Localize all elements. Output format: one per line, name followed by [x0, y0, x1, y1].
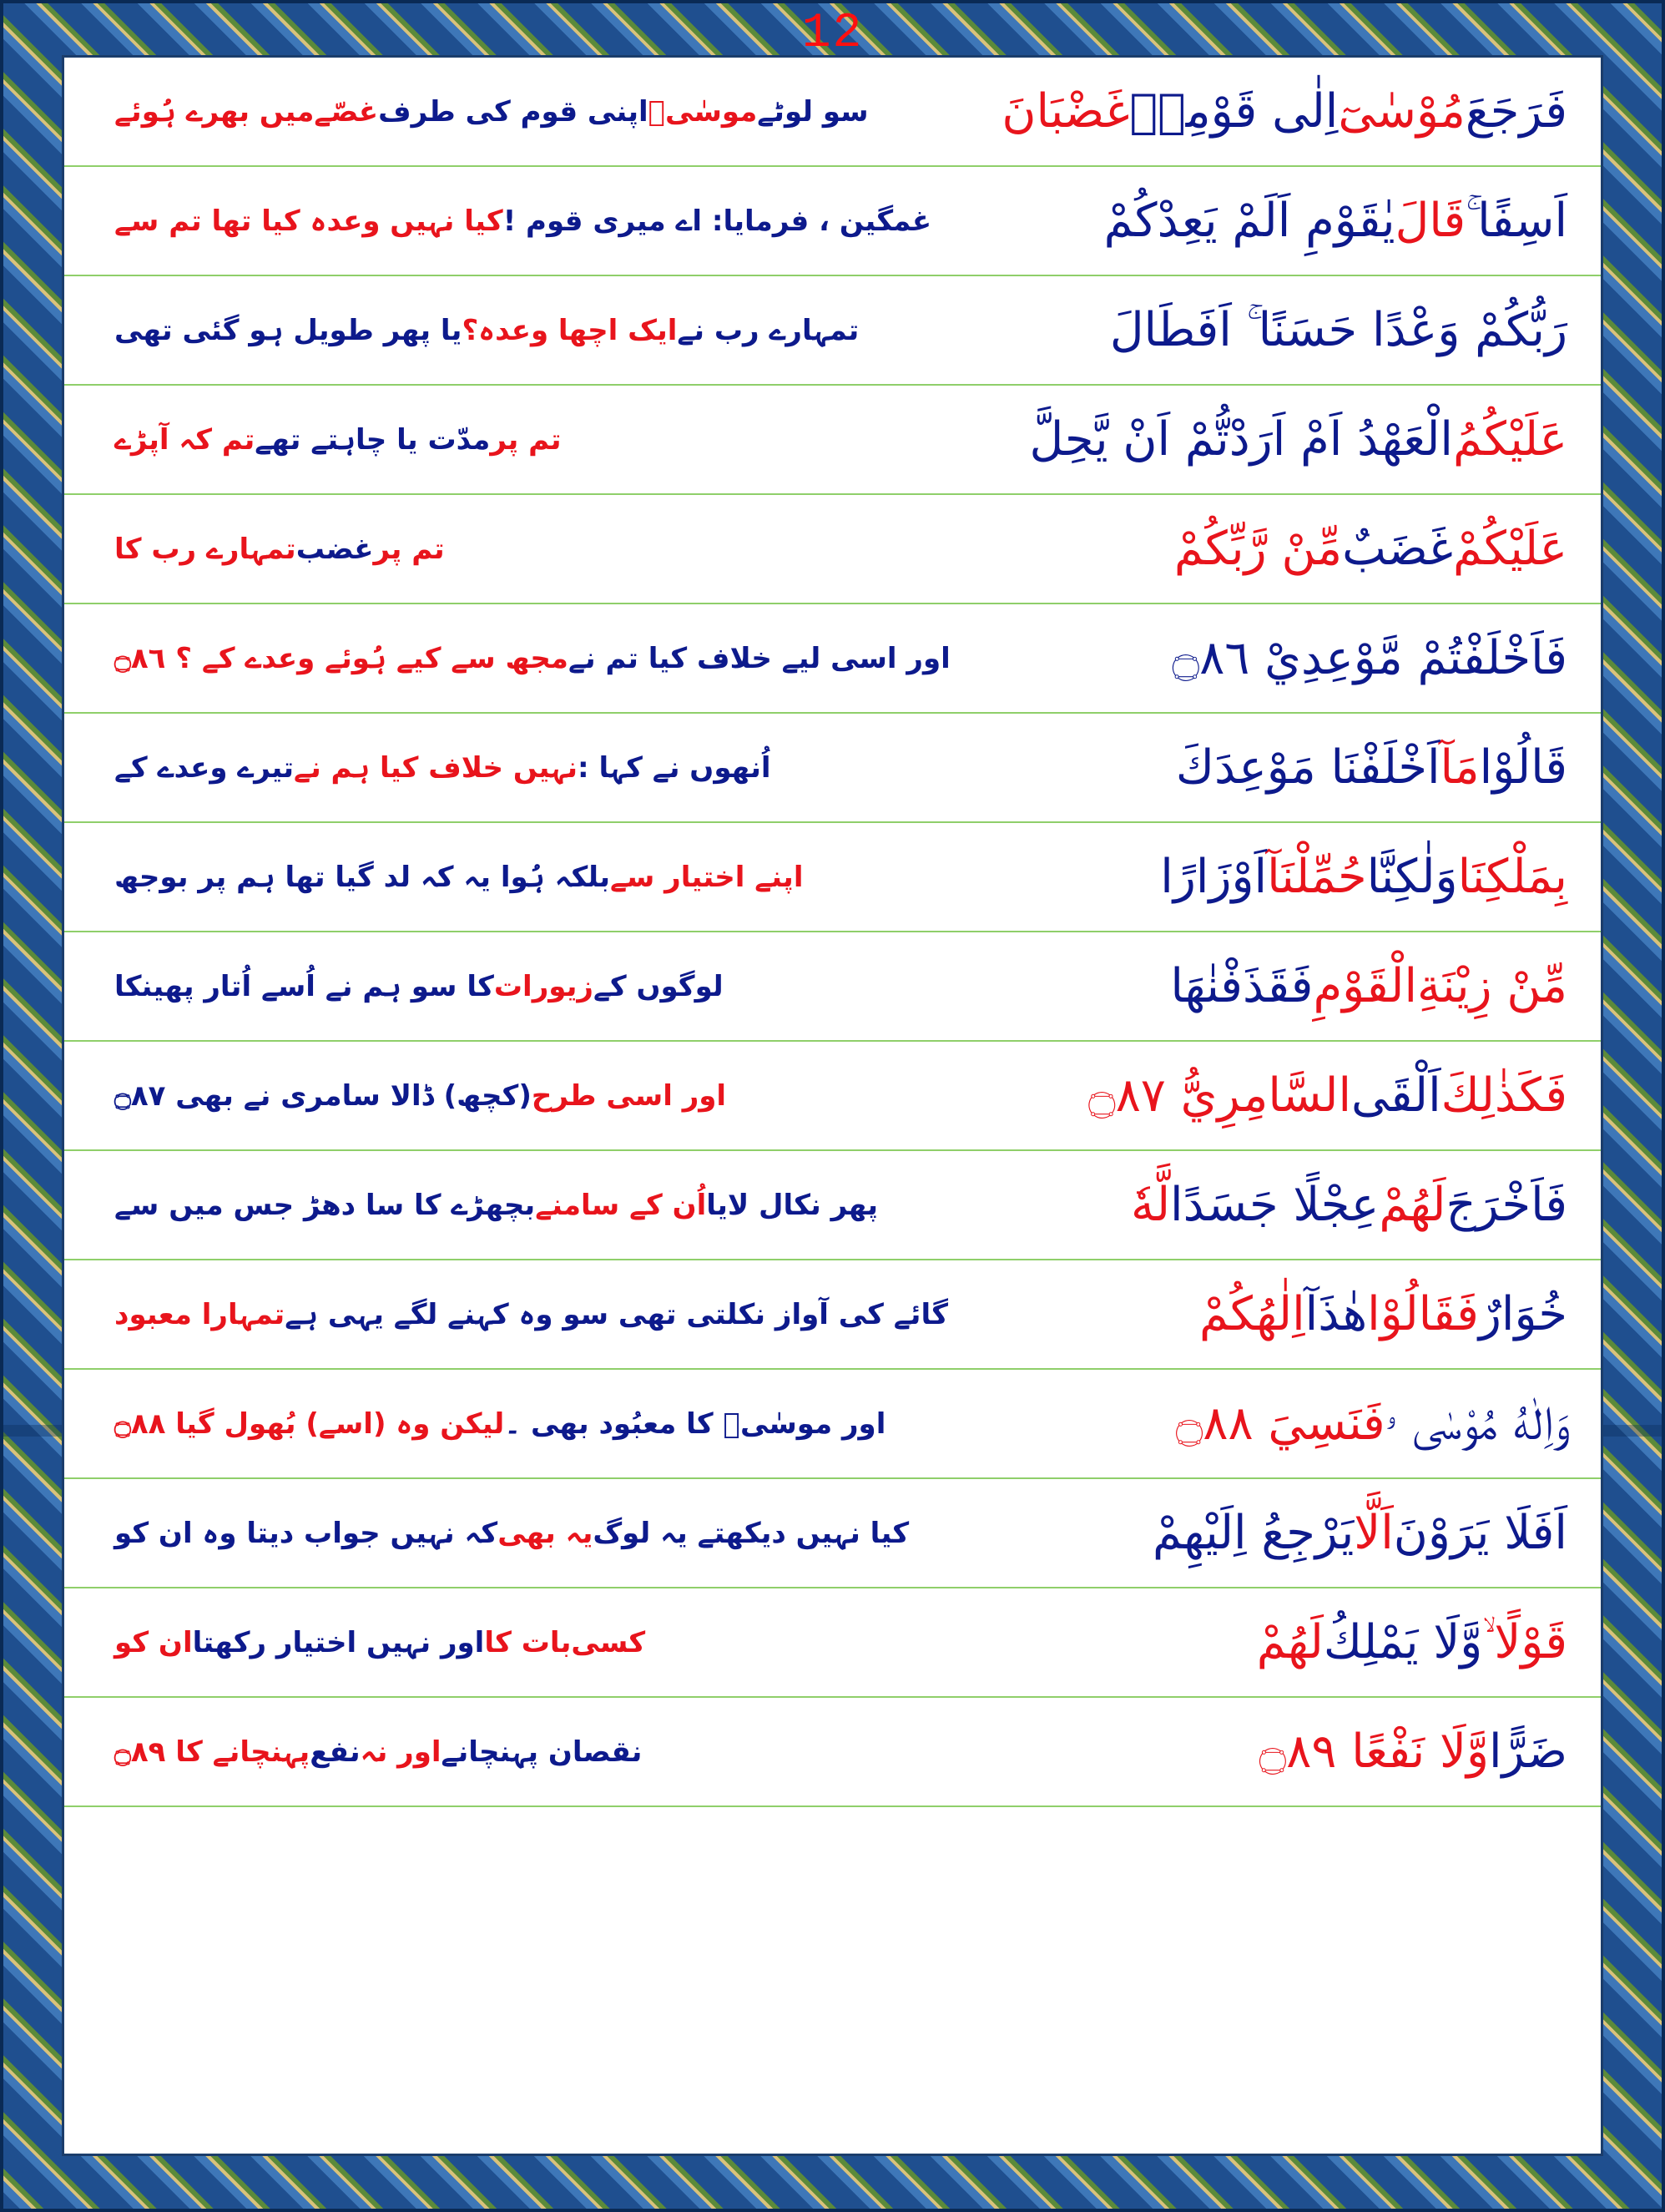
arabic-segment: اَفَلَا يَرَوْنَ — [1393, 1506, 1567, 1560]
arabic-segment: وَّلَا يَمْلِكُ — [1323, 1615, 1483, 1669]
arabic-verse-text — [883, 1698, 1567, 1805]
verse-row — [64, 386, 1601, 495]
arabic-segment: فَاَخْرَجَ — [1446, 1178, 1567, 1232]
urdu-segment: (کچھ) ڈالا سامری نے بھی ۝٨٧ — [114, 1079, 532, 1113]
arabic-segment: وَّلَا نَفْعًا ۝٨٩ — [1259, 1725, 1489, 1779]
urdu-segment: موسٰیؑ — [648, 94, 758, 129]
urdu-translation-text — [114, 495, 849, 603]
arabic-verse-text — [883, 1260, 1567, 1368]
verse-row — [64, 1588, 1601, 1698]
urdu-segment: لوگوں کے — [593, 970, 724, 1003]
urdu-translation-text — [114, 1698, 849, 1805]
arabic-segment: اِلٰهُكُمْ — [1199, 1287, 1305, 1341]
arabic-segment: فَرَجَعَ — [1465, 84, 1567, 139]
arabic-segment: غَضَبٌ — [1342, 522, 1453, 576]
urdu-segment: کسی — [571, 1625, 646, 1659]
arabic-segment: السَّامِرِيُّ ۝٨٧ — [1087, 1068, 1352, 1123]
arabic-verse-text — [883, 932, 1567, 1040]
urdu-translation-text — [114, 823, 849, 931]
urdu-segment: کیا نہیں دیکھتے یہ لوگ — [593, 1517, 910, 1550]
arabic-segment: فَاَخْلَفْتُمْ مَّوْعِدِيْ ۝٨٦ — [1172, 631, 1567, 685]
urdu-segment: اُنھوں نے کہا : — [578, 751, 771, 785]
urdu-translation-text — [114, 167, 932, 275]
urdu-translation-text — [114, 1588, 849, 1696]
urdu-segment: ایک اچھا وعدہ؟ — [462, 314, 678, 347]
arabic-segment: اِلٰى قَوْمِهٖ — [1129, 84, 1339, 139]
verse-row — [64, 58, 1601, 167]
urdu-segment: تیرے وعدے کے — [114, 751, 295, 785]
verse-row — [64, 1042, 1601, 1151]
urdu-segment: غمگین ، فرمایا: اے میری قوم ! — [502, 205, 932, 238]
urdu-segment: اور نہیں اختیار رکھتا — [192, 1626, 485, 1659]
verse-row — [64, 1370, 1601, 1479]
urdu-translation-text — [114, 276, 860, 384]
arabic-verse-text — [883, 58, 1567, 165]
arabic-segment: يٰقَوْمِ اَلَمْ يَعِدْكُمْ — [1103, 194, 1395, 248]
arabic-segment: الْقَوْمِ — [1313, 959, 1418, 1013]
arabic-verse-text — [883, 1042, 1567, 1149]
arabic-segment: وَاِلٰهُ مُوْسٰى ۥ — [1385, 1396, 1567, 1451]
urdu-segment: اپنے اختیار سے — [609, 861, 804, 894]
urdu-segment: اور موسٰیؑ کا معبُود بھی ۔ — [504, 1407, 886, 1441]
urdu-segment: اُن کے سامنے — [535, 1189, 707, 1222]
urdu-segment: پہنچانے کا ۝٨٩ — [114, 1735, 310, 1769]
urdu-translation-text — [114, 1479, 910, 1587]
arabic-segment: فَنَسِيَ ۝٨٨ — [1175, 1396, 1385, 1451]
urdu-segment: یا پھر طویل ہو گئی تھی — [114, 314, 462, 347]
urdu-segment: کیا نہیں وعدہ کیا تھا تم سے — [114, 205, 503, 238]
arabic-verse-text — [883, 823, 1567, 931]
urdu-segment: غصّے — [314, 95, 379, 129]
verse-row — [64, 1698, 1601, 1807]
verse-row — [64, 714, 1601, 823]
arabic-segment: بِمَلْكِنَا — [1457, 850, 1567, 904]
verse-row — [64, 276, 1601, 386]
arabic-segment: فَقَذَفْنٰهَا — [1170, 959, 1314, 1013]
arabic-segment: الْعَهْدُ اَمْ اَرَدْتُّمْ اَنْ يَّحِلَّ — [1029, 412, 1453, 467]
arabic-segment: رَبُّكُمْ وَعْدًا حَسَنًا ۚ اَفَطَالَ — [1109, 302, 1567, 357]
arabic-verse-text — [883, 386, 1567, 493]
urdu-segment: نفع — [310, 1735, 361, 1769]
urdu-segment: تم پر — [373, 532, 445, 566]
arabic-verse-text — [883, 604, 1567, 712]
urdu-segment: اور نہ — [360, 1735, 441, 1769]
arabic-segment: لَّهٗ — [1130, 1178, 1171, 1232]
urdu-segment: نقصان پہنچانے — [441, 1735, 643, 1769]
urdu-segment: لیکن وہ (اسے) بُھول گیا ۝٨٨ — [114, 1407, 505, 1441]
arabic-segment: خُوَارٌ — [1478, 1287, 1567, 1341]
arabic-segment: عِجْلًا جَسَدًا — [1170, 1178, 1380, 1232]
urdu-segment: اپنی قوم کی طرف — [378, 94, 648, 129]
urdu-translation-text — [114, 386, 849, 493]
arabic-segment: لَهُمْ — [1256, 1615, 1324, 1669]
arabic-verse-text — [883, 276, 1567, 384]
arabic-segment: عَلَيْكُمْ — [1452, 522, 1567, 576]
urdu-segment: نہیں خلاف کیا ہم نے — [294, 751, 578, 785]
arabic-segment: مَآ — [1440, 740, 1480, 795]
page-content — [62, 55, 1603, 2156]
arabic-segment: مِّنْ زِيْنَةِ — [1417, 959, 1567, 1013]
urdu-segment: زیورات — [493, 969, 593, 1003]
arabic-verse-text — [883, 495, 1567, 603]
urdu-segment: یہ بھی — [497, 1517, 593, 1550]
arabic-segment: اَخْلَفْنَا مَوْعِدَكَ — [1175, 740, 1440, 795]
urdu-segment: کا سو ہم نے اُسے اُتار پھینکا — [114, 970, 494, 1003]
arabic-segment: يَرْجِعُ اِلَيْهِمْ — [1152, 1506, 1355, 1560]
urdu-segment: تم پر — [490, 422, 562, 457]
verse-row — [64, 167, 1601, 276]
arabic-segment: مُوْسٰىٓ — [1338, 84, 1466, 139]
arabic-segment: اَلْقَى — [1351, 1068, 1441, 1123]
arabic-verse-text — [883, 714, 1567, 821]
verse-row — [64, 495, 1601, 604]
urdu-translation-text — [114, 1042, 849, 1149]
urdu-translation-text — [114, 1370, 886, 1477]
arabic-segment: اَسِفًا ۚ — [1466, 193, 1567, 248]
verse-row — [64, 604, 1601, 714]
urdu-segment: اور اسی طرح — [531, 1078, 727, 1113]
arabic-segment: فَكَذٰلِكَ — [1440, 1068, 1567, 1123]
verse-row — [64, 1151, 1601, 1260]
urdu-translation-text — [114, 714, 849, 821]
urdu-segment: تمہارا معبود — [114, 1298, 285, 1331]
arabic-verse-text — [883, 1479, 1567, 1587]
arabic-verse-text — [883, 167, 1567, 275]
arabic-segment: فَقَالُوْا — [1367, 1287, 1479, 1341]
arabic-segment: قَالَ — [1395, 194, 1466, 248]
arabic-segment: حُمِّلْنَآ — [1267, 850, 1367, 904]
urdu-segment: سو لوٹے — [757, 95, 869, 129]
arabic-segment: مِّنْ رَّبِّكُمْ — [1173, 522, 1343, 576]
arabic-segment: هٰذَآ — [1304, 1287, 1368, 1341]
verse-row — [64, 1260, 1601, 1370]
arabic-verse-text — [883, 1370, 1567, 1477]
urdu-segment: غضب — [295, 532, 374, 566]
arabic-verse-text — [883, 1588, 1567, 1696]
urdu-segment: تم کہ آپڑے — [114, 423, 255, 457]
arabic-segment: عَلَيْكُمُ — [1452, 412, 1567, 467]
urdu-segment: کہ نہیں جواب دیتا وہ ان کو — [114, 1517, 498, 1550]
urdu-segment: تمہارے رب کا — [114, 533, 296, 566]
urdu-segment: گائے کی آواز نکلتی تھی سو وہ کہنے لگے یہی ہے — [285, 1298, 948, 1331]
arabic-segment: اَوْزَارًا — [1160, 850, 1268, 904]
urdu-translation-text — [114, 604, 951, 712]
arabic-segment: قَوْلًا ۙ — [1482, 1614, 1567, 1669]
urdu-segment: بات کا — [484, 1625, 572, 1659]
arabic-segment: لَهُمْ — [1379, 1178, 1446, 1232]
arabic-segment: ضَرًّا — [1488, 1725, 1567, 1779]
urdu-segment: مجھ سے کیے ہُوئے وعدے کے ؟ ۝٨٦ — [114, 642, 568, 675]
urdu-segment: مدّت یا چاہتے تھے — [255, 423, 491, 457]
arabic-segment: اَلَّا — [1354, 1506, 1394, 1560]
urdu-segment: ان کو — [114, 1625, 193, 1659]
verse-row — [64, 932, 1601, 1042]
urdu-segment: تمہارے رب نے — [677, 314, 860, 347]
urdu-segment: میں بھرے ہُوئے — [114, 95, 315, 129]
urdu-segment: اور اسی لیے خلاف کیا تم نے — [568, 642, 951, 675]
page-number: 12 — [801, 7, 864, 61]
urdu-segment: بلکہ ہُوا یہ کہ لد گیا تھا ہم پر بوجھ — [114, 861, 610, 894]
arabic-segment: غَضْبَانَ — [1002, 84, 1130, 139]
arabic-verse-text — [883, 1151, 1567, 1259]
verse-row — [64, 1479, 1601, 1588]
arabic-segment: قَالُوْا — [1479, 740, 1567, 795]
verse-row — [64, 823, 1601, 932]
urdu-translation-text — [114, 932, 849, 1040]
urdu-segment: پھر نکال لایا — [706, 1188, 878, 1222]
urdu-translation-text — [114, 1151, 878, 1259]
urdu-segment: بچھڑے کا سا دھڑ جس میں سے — [114, 1189, 536, 1222]
arabic-segment: وَلٰكِنَّا — [1366, 850, 1458, 904]
urdu-translation-text — [114, 1260, 948, 1368]
urdu-translation-text — [114, 58, 869, 165]
